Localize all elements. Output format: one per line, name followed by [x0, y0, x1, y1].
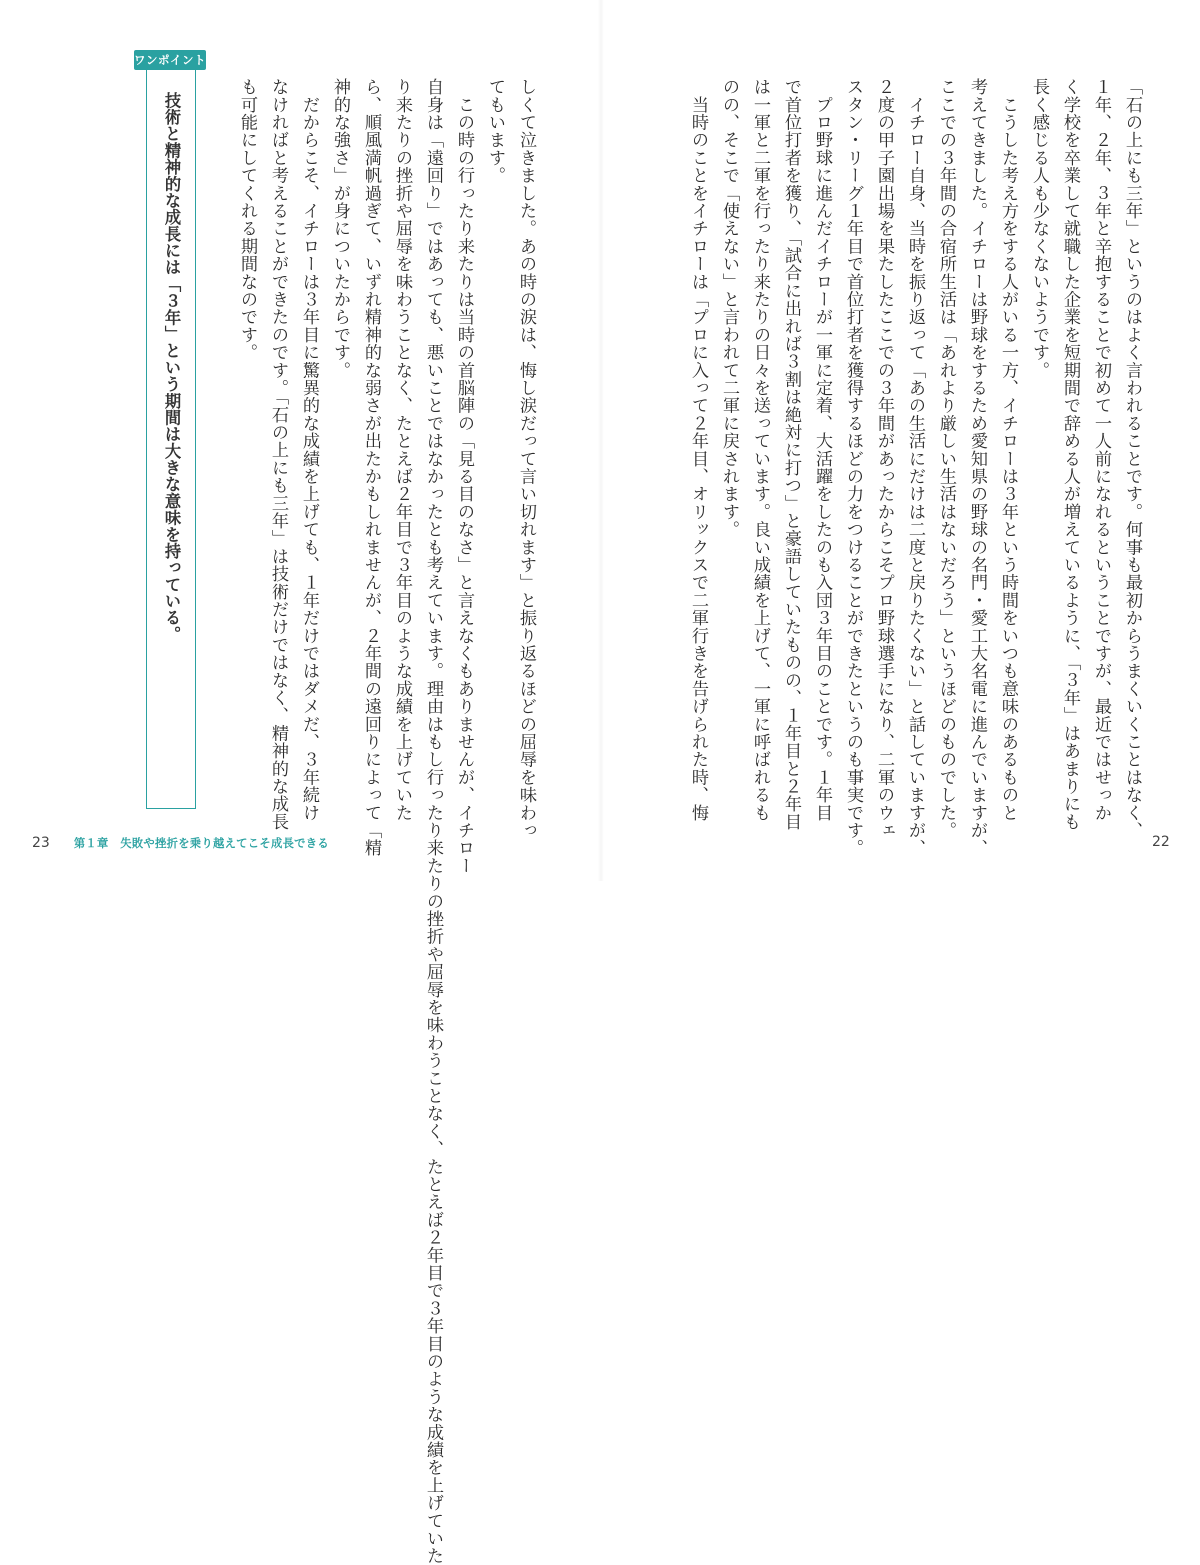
right-page-column-7: ここでの３年間の合宿所生活は「あれより厳しい生活はないだろう」というほどのものでした。 [936, 78, 956, 840]
left-page-column-3: この時の行ったり来たりは当時の首脳陣の「見る目のなさ」と言えなくもありませんが、イチロー [454, 78, 474, 875]
right-page-column-8: イチロー自身、当時を振り返って「あの生活にだけは二度と戻りたくない」と話していますが、 [905, 78, 925, 857]
page-gutter [598, 0, 604, 881]
left-page-column-6: ら、順風満帆過ぎて、いずれ精神的な弱さが出たかもしれませんが、２年間の遠回りによって「精 [361, 78, 381, 857]
left-page-footer [32, 832, 329, 852]
left-page-column-5: り来たりの挫折や屈辱を味わうことなく、たとえば２年目で３年目のような成績を上げていた [392, 78, 412, 822]
right-page-column-12: で首位打者を獲り、「試合に出れば３割は絶対に打つ」と豪語していたものの、１年目と２年目 [781, 78, 801, 831]
left-page-number: 23 [32, 835, 50, 851]
left-page-column-9: なければと考えることができたのです。「石の上にも三年」は技術だけではなく、精神的な成長 [268, 78, 288, 831]
right-page-column-2: １年、２年、３年と辛抱することで初めて一人前になれるということですが、最近ではせっか [1091, 78, 1111, 822]
right-page-column-10: スタン・リーグ１年目で首位打者を獲得するほどの力をつけることができたというのも事実です。 [843, 78, 863, 857]
right-page-column-5: こうした考え方をする人がいる一方、イチローは３年という時間をいつも意味のあるものと [998, 78, 1018, 822]
left-page-column-1: しくて泣きました。あの時の涙は、悔し涙だって言い切れます」と振り返るほどの屈辱を味わっ [516, 78, 536, 840]
right-page-column-4: 長く感じる人も少なくないようです。 [1029, 78, 1049, 379]
callout-tag: ワンポイント [134, 50, 206, 70]
right-page-column-13: は一軍と二軍を行ったり来たりの日々を送っています。良い成績を上げて、一軍に呼ばれるも [750, 78, 770, 822]
right-page-column-14: のの、そこで「使えない」と言われて二軍に戻されます。 [719, 78, 739, 539]
left-page-column-8: だからこそ、イチローは３年目に驚異的な成績を上げても、１年だけではダメだ、３年続け [299, 78, 319, 822]
chapter-title: 第１章 失敗や挫折を乗り越えてこそ成長できる [73, 837, 329, 850]
left-page-column-2: てもいます。 [485, 78, 505, 185]
callout-text: 技術と精神的な成長には「３年」という期間は大きな意味を持っている。 [162, 92, 181, 643]
right-page-number: 22 [1152, 834, 1170, 850]
right-page-column-1: 「石の上にも三年」というのはよく言われることです。何事も最初からうまくいくことはなく、 [1122, 78, 1142, 840]
right-page-column-11: プロ野球に進んだイチローが一軍に定着、大活躍をしたのも入団３年目のことです。１年目 [812, 78, 832, 822]
left-page-column-10: も可能にしてくれる期間なのです。 [237, 78, 257, 362]
right-page-column-6: 考えてきました。イチローは野球をするため愛知県の野球の名門・愛工大名電に進んでいますが、 [967, 78, 987, 857]
left-page-column-4: 自身は「遠回り」ではあっても、悪いことではなかったとも考えています。理由はもし行ったり来たりの挫折や屈辱を味わうことなく、たとえば２年目で３年目のような成績を上げていた [423, 78, 443, 1565]
right-page-column-3: く学校を卒業して就職した企業を短期間で辞める人が増えているように、「３年」はあまりにも [1060, 78, 1080, 831]
left-page-column-7: 神的な強さ」が身についたからです。 [330, 78, 350, 379]
right-page-column-15: 当時のことをイチローは「プロに入って２年目、オリックスで二軍行きを告げられた時、悔 [688, 78, 708, 822]
right-page-column-9: ２度の甲子園出場を果たしたここでの３年間があったからこそプロ野球選手になり、二軍のウェ [874, 78, 894, 840]
